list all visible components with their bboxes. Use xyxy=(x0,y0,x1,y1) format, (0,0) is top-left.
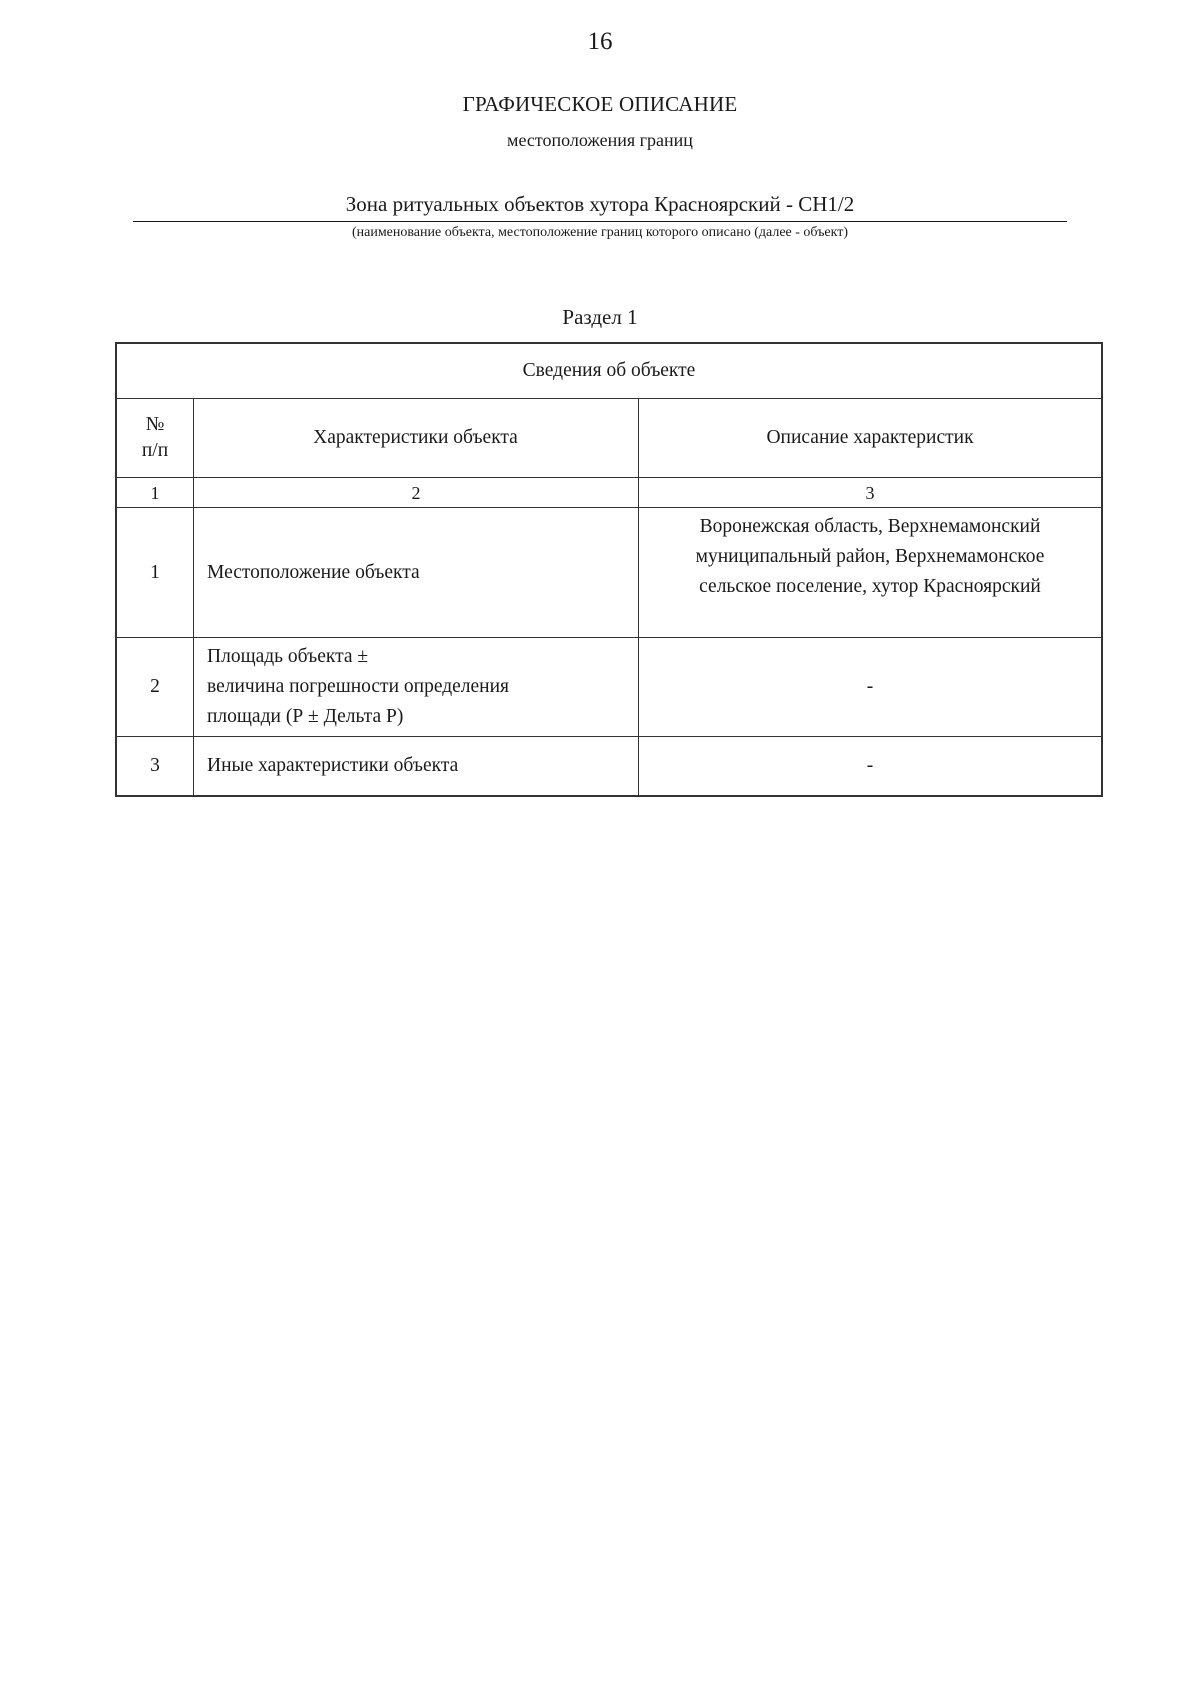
header-number: № п/п xyxy=(116,399,194,478)
table-row xyxy=(116,508,1102,638)
document-subtitle: местоположения границ xyxy=(507,130,693,150)
row-characteristic: Местоположение объекта xyxy=(194,508,639,638)
object-info-table xyxy=(115,342,1103,797)
row-number: 1 xyxy=(116,508,194,638)
column-number-cell: 3 xyxy=(639,478,1103,508)
column-number-cell: 2 xyxy=(194,478,639,508)
row-number: 3 xyxy=(116,737,194,797)
header-description: Описание характеристик xyxy=(639,399,1103,478)
row-characteristic: Иные характеристики объекта xyxy=(194,737,639,797)
header-characteristic: Характеристики объекта xyxy=(194,399,639,478)
section-title: Раздел 1 xyxy=(562,305,638,329)
table-caption-row xyxy=(116,343,1102,399)
column-number-row xyxy=(116,478,1102,508)
table-caption: Сведения об объекте xyxy=(116,343,1102,399)
row-description: Воронежская область, Верхнемамонский муниципальный район, Верхнемамонское сельское поселение, хутор Красноярский xyxy=(639,508,1103,638)
row-number: 2 xyxy=(116,638,194,737)
row-description: - xyxy=(639,638,1103,737)
object-name: Зона ритуальных объектов хутора Красноярский - СН1/2 xyxy=(133,192,1067,222)
row-description: - xyxy=(639,737,1103,797)
column-number-cell: 1 xyxy=(116,478,194,508)
table-row xyxy=(116,737,1102,797)
page-number: 16 xyxy=(587,28,613,55)
row-characteristic: Площадь объекта ± величина погрешности определения площади (Р ± Дельта Р) xyxy=(194,638,639,737)
table-header-row xyxy=(116,399,1102,478)
table-row xyxy=(116,638,1102,737)
document-title: ГРАФИЧЕСКОЕ ОПИСАНИЕ xyxy=(462,92,738,116)
object-name-caption: (наименование объекта, местоположение границ которого описано (далее - объект) xyxy=(351,225,849,240)
